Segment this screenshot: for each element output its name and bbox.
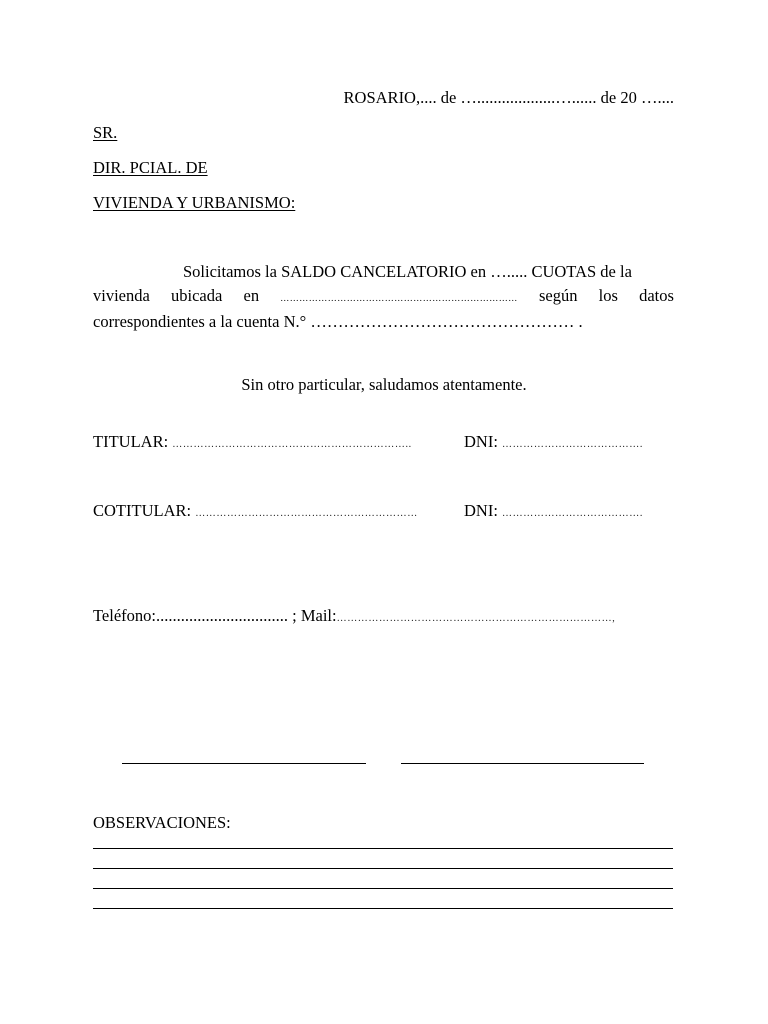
observaciones-label: OBSERVACIONES: — [93, 813, 231, 832]
contact-line — [93, 606, 615, 626]
mail-blank[interactable]: ……………………………………………………………………, — [336, 613, 616, 624]
dni-blank-2[interactable]: …………………………………. — [502, 508, 643, 519]
paragraph-line-1 — [93, 260, 674, 284]
dni-blank-1[interactable]: …………………………………. — [502, 439, 643, 450]
word-ubicada: ubicada — [171, 286, 223, 305]
word-en: en — [243, 286, 260, 305]
word-datos: datos — [639, 286, 674, 305]
titular-field — [93, 432, 412, 452]
recipient-line-3: VIVIENDA Y URBANISMO: — [93, 193, 296, 212]
telefono-field[interactable]: Teléfono:................................ — [93, 606, 288, 625]
cotitular-blank[interactable]: ……………………………………………………… — [195, 508, 418, 519]
cotitular-label: COTITULAR: — [93, 501, 192, 520]
word-vivienda: vivienda — [93, 286, 150, 305]
dni-field-2 — [464, 501, 643, 521]
paragraph-line-1-text: Solicitamos la SALDO CANCELATORIO en …..... CUOTAS de la — [183, 262, 632, 281]
recipient-line-2: DIR. PCIAL. DE — [93, 158, 208, 177]
dni-field-1 — [464, 432, 643, 452]
word-segun: según — [538, 286, 578, 305]
paragraph-line-3: correspondientes a la cuenta N.° ………………………………………… . — [93, 312, 583, 331]
word-los: los — [598, 286, 618, 305]
titular-blank[interactable]: ………………………………………………………….. — [172, 439, 412, 450]
observaciones-line-4[interactable] — [93, 908, 673, 909]
observaciones-line-2[interactable] — [93, 868, 673, 869]
mail-label: ; Mail: — [288, 606, 337, 625]
dni-label-2: DNI: — [464, 501, 498, 520]
recipient-line-1: SR. — [93, 123, 118, 142]
signature-line-cotitular[interactable] — [401, 763, 644, 764]
address-blank[interactable]: ………………………………………………………………… — [280, 293, 518, 303]
observaciones-line-1[interactable] — [93, 848, 673, 849]
request-paragraph — [93, 260, 674, 334]
observaciones-line-3[interactable] — [93, 888, 673, 889]
place-date-line: ROSARIO,.... de …...................…...... de 20 ….... — [343, 88, 674, 107]
closing-line: Sin otro particular, saludamos atentamente. — [241, 375, 527, 394]
titular-label: TITULAR: — [93, 432, 169, 451]
paragraph-line-2 — [93, 284, 674, 310]
dni-label-1: DNI: — [464, 432, 498, 451]
cotitular-field — [93, 501, 418, 521]
signature-line-titular[interactable] — [122, 763, 366, 764]
